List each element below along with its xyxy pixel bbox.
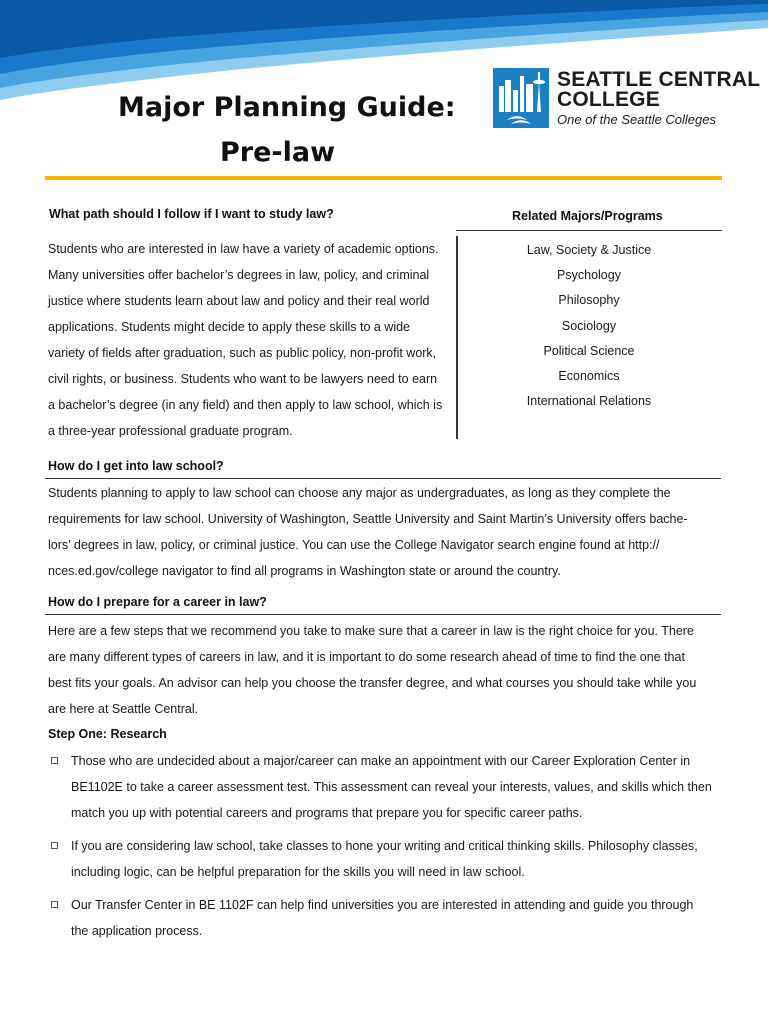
paragraph-line: are here at Seattle Central. [48,702,199,716]
checkbox-bullet-icon [51,842,58,849]
section1-question: What path should I follow if I want to study law? [49,207,334,221]
related-majors-list [480,238,698,414]
paragraph-line: variety of fields after graduation, such as public policy, non-profit work, [48,346,437,360]
title-divider [45,176,722,180]
section3-question: How do I prepare for a career in law? [48,595,267,609]
section3-paragraph [48,618,696,722]
bullet-line: match you up with potential careers and programs that prepare you for specific career paths. [71,806,583,820]
paragraph-line: nces.ed.gov/college navigator to find all programs in Washington state or around the country. [48,564,561,578]
related-heading-rule [456,230,722,231]
paragraph-line: applications. Students might decide to apply these skills to a wide [48,320,411,334]
paragraph-line: justice where students learn about law and policy and their real world [48,294,430,308]
related-major-item: International Relations [526,394,652,409]
logo-name-line2: COLLEGE [557,88,660,111]
bullet-line: including logic, can be helpful preparation for the skills you will need in law school. [71,865,525,879]
bullet-text [71,833,698,885]
section2-paragraph [48,480,688,584]
paragraph-line: a bachelor’s degree (in any field) and then apply to law school, which is [48,398,443,412]
paragraph-line: best fits your goals. An advisor can help you choose the transfer degree, and what courses you should take while you [48,676,697,690]
paragraph-line: civil rights, or business. Students who want to be lawyers need to earn [48,372,438,386]
related-major-item: Sociology [561,318,617,333]
checkbox-bullet-icon [51,901,58,908]
paragraph-line: Here are a few steps that we recommend you take to make sure that a career in law is the right choice for you. There [48,624,694,638]
bullet-line: If you are considering law school, take classes to hone your writing and critical thinking skills. Philosophy classes, [71,839,698,853]
bullet-line: Our Transfer Center in BE 1102F can help find universities you are interested in attending and guide you through [71,898,694,912]
section2-question: How do I get into law school? [48,459,224,473]
related-major-item: Psychology [557,268,621,283]
bullet-text [71,892,693,944]
page-title-line2: Pre-law [220,137,336,168]
related-major-item: Political Science [543,343,635,358]
paragraph-line: requirements for law school. University of Washington, Seattle University and Saint Martin’s University offers bache- [48,512,688,526]
related-major-item: Philosophy [558,293,620,308]
section3-rule [45,614,721,615]
paragraph-line: a three-year professional graduate program. [48,424,293,438]
seattle-skyline-logo-icon [493,68,549,128]
related-major-item: Economics [558,369,620,384]
related-majors-heading: Related Majors/Programs [512,209,663,223]
paragraph-line: Many universities offer bachelor’s degrees in law, policy, and criminal [48,268,430,282]
paragraph-line: Students who are interested in law have a variety of academic options. [48,242,439,256]
checkbox-bullet-icon [51,757,58,764]
section2-rule [45,478,721,479]
column-divider [456,236,458,439]
bullet-line: BE1102E to take a career assessment test. This assessment can reveal your interests, values, and skills which then [71,780,712,794]
step-one-heading: Step One: Research [48,727,167,741]
logo-name-line1: SEATTLE CENTRAL [557,68,761,91]
section1-paragraph [48,236,442,444]
related-major-item: Law, Society & Justice [526,243,652,257]
college-logo [493,68,761,130]
paragraph-line: lors’ degrees in law, policy, or criminal justice. You can use the College Navigator search engine found at http:// [48,538,660,552]
bullet-line: Those who are undecided about a major/career can make an appointment with our Career Exploration Center in [71,754,691,768]
bullet-line: the application process. [71,924,203,938]
page-title-line1: Major Planning Guide: [118,92,456,123]
bullet-text [71,748,712,826]
logo-tagline: One of the Seattle Colleges [557,112,716,127]
paragraph-line: are many different types of careers in law, and it is important to do some research ahead of time to find the one that [48,650,685,664]
paragraph-line: Students planning to apply to law school can choose any major as undergraduates, as long as they complete the [48,486,671,500]
